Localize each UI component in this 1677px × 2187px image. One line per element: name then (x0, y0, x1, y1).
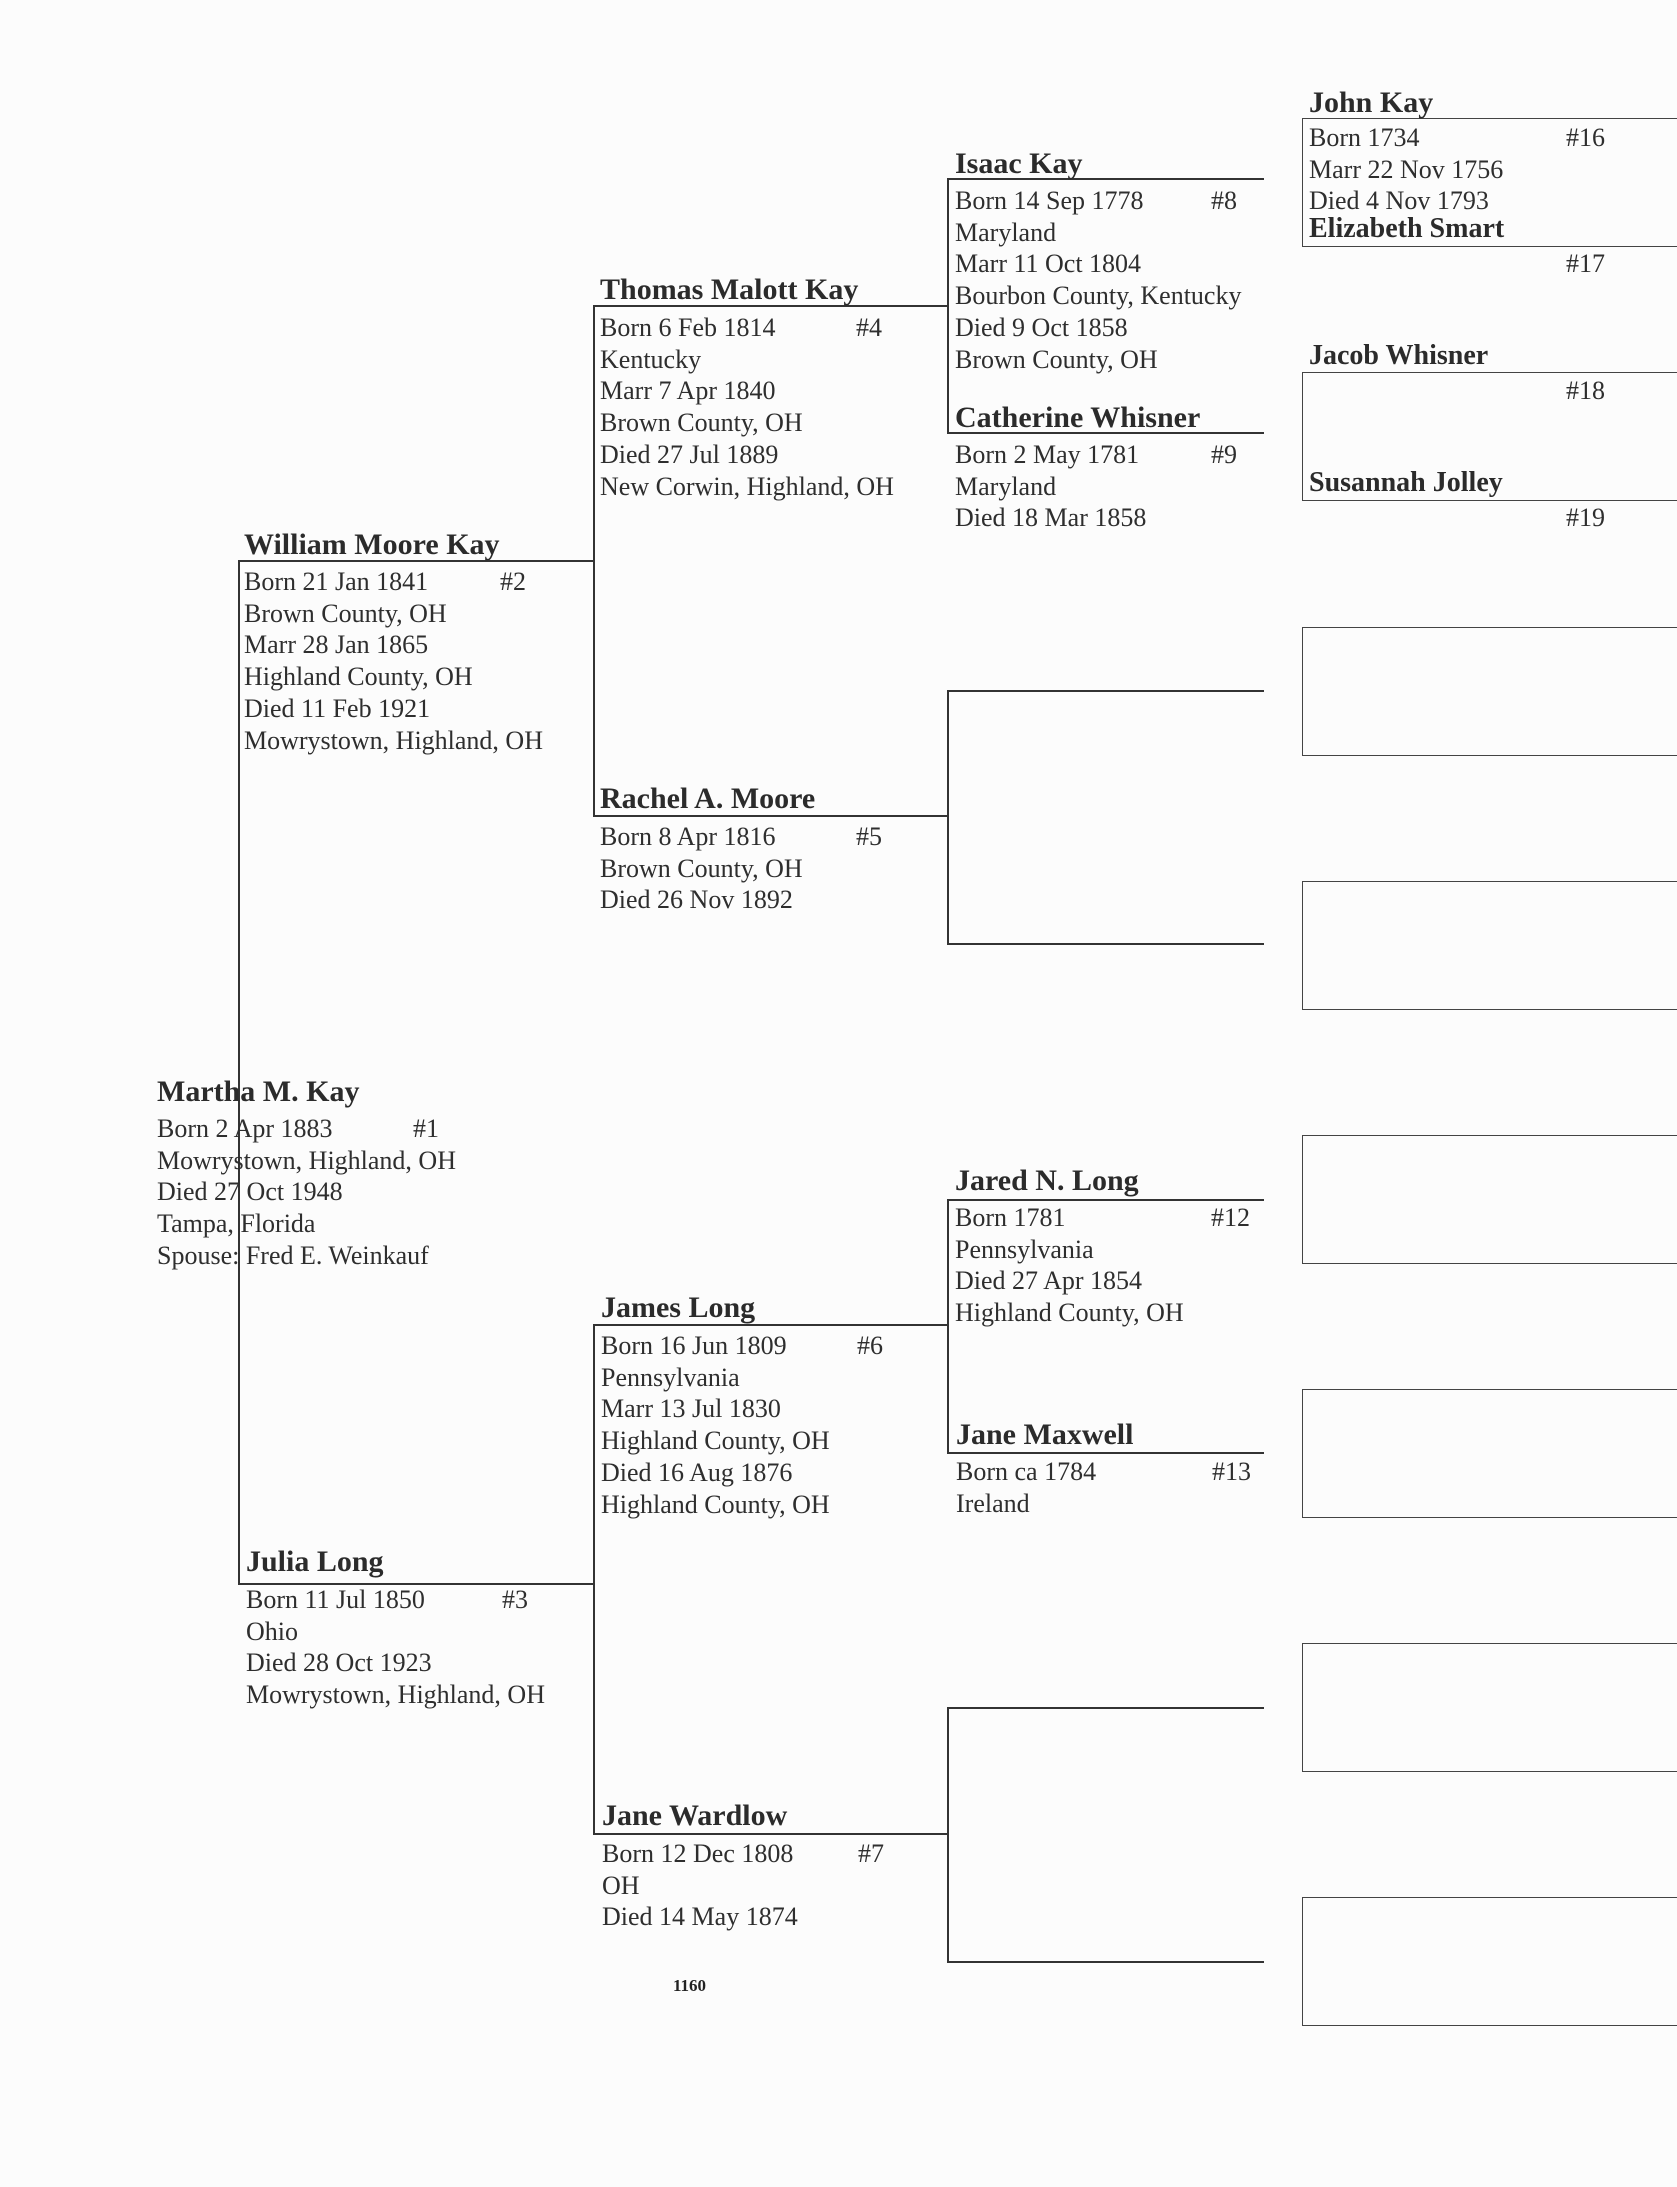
connector-line (947, 1707, 1264, 1709)
detail-line: Born 1734 (1309, 123, 1420, 152)
connector-line (947, 1707, 949, 1963)
connector-line (947, 1199, 1264, 1201)
detail-line: Pennsylvania (601, 1362, 740, 1392)
connector-line (593, 1833, 948, 1835)
person-number-18: #18 (1566, 376, 1605, 405)
person-number-12: #12 (1211, 1203, 1250, 1232)
detail-line: Highland County, OH (601, 1489, 830, 1519)
detail-line: Born 1781 (955, 1203, 1066, 1232)
person-details-7 (602, 1838, 798, 1933)
detail-line: Maryland (955, 217, 1057, 247)
person-number-6: #6 (857, 1331, 883, 1360)
detail-line: Brown County, OH (600, 853, 803, 883)
person-details-4 (600, 312, 894, 502)
person-name-13: Jane Maxwell (956, 1418, 1134, 1451)
person-name-18: Jacob Whisner (1309, 340, 1489, 371)
detail-line: Kentucky (600, 344, 702, 374)
detail-line: Born ca 1784 (956, 1457, 1097, 1486)
person-details-3 (246, 1584, 545, 1711)
person-details-12 (955, 1202, 1184, 1329)
detail-line: Brown County, OH (955, 344, 1158, 374)
connector-line (947, 690, 1264, 692)
detail-line: Brown County, OH (244, 598, 447, 628)
detail-line: Bourbon County, Kentucky (955, 281, 1242, 311)
detail-line: Born 21 Jan 1841 (244, 567, 429, 596)
person-number-3: #3 (502, 1585, 528, 1614)
person-name-1: Martha M. Kay (157, 1075, 360, 1108)
person-name-4: Thomas Malott Kay (600, 273, 859, 306)
detail-line: OH (602, 1870, 640, 1900)
person-name-6: James Long (601, 1291, 756, 1324)
detail-line: Ohio (246, 1616, 298, 1646)
person-number-8: #8 (1211, 186, 1237, 215)
person-details-2 (244, 566, 543, 756)
person-name-5: Rachel A. Moore (600, 782, 816, 815)
connector-line (947, 1452, 1264, 1454)
connector-line (593, 305, 595, 817)
detail-line: Mowrystown, Highland, OH (246, 1680, 545, 1710)
ancestor-bracket (1302, 881, 1677, 1010)
detail-line: Died 14 May 1874 (602, 1902, 798, 1932)
connector-line (947, 178, 949, 434)
detail-line: Ireland (956, 1488, 1030, 1518)
detail-line: Born 2 Apr 1883 (157, 1114, 333, 1143)
detail-line: Born 16 Jun 1809 (601, 1331, 787, 1360)
connector-line (593, 1324, 595, 1835)
detail-line: Born 2 May 1781 (955, 440, 1140, 469)
detail-line: Born 12 Dec 1808 (602, 1839, 794, 1868)
person-name-3: Julia Long (246, 1545, 384, 1578)
detail-line: Born 8 Apr 1816 (600, 822, 776, 851)
detail-line: Born 14 Sep 1778 (955, 186, 1144, 215)
detail-line: Highland County, OH (601, 1426, 830, 1456)
detail-line: Born 6 Feb 1814 (600, 313, 776, 342)
detail-line: Pennsylvania (955, 1234, 1094, 1264)
detail-line: Born 11 Jul 1850 (246, 1585, 425, 1614)
connector-line (238, 560, 240, 1585)
person-number-19: #19 (1566, 503, 1605, 532)
person-number-4: #4 (856, 313, 882, 342)
detail-line: Died 27 Oct 1948 (157, 1177, 343, 1207)
person-details-13 (956, 1456, 1096, 1519)
detail-line: Spouse: Fred E. Weinkauf (157, 1240, 429, 1270)
ancestor-bracket (1302, 627, 1677, 756)
detail-line: Died 4 Nov 1793 (1309, 186, 1489, 216)
person-name-12: Jared N. Long (955, 1164, 1139, 1197)
connector-line (947, 1961, 1264, 1963)
person-details-8 (955, 185, 1241, 375)
detail-line: Died 26 Nov 1892 (600, 885, 793, 915)
detail-line: Highland County, OH (955, 1298, 1184, 1328)
detail-line: Tampa, Florida (157, 1209, 316, 1239)
detail-line: New Corwin, Highland, OH (600, 471, 894, 501)
person-number-7: #7 (858, 1839, 884, 1868)
person-number-1: #1 (413, 1114, 439, 1143)
person-details-5 (600, 821, 803, 916)
detail-line: Mowrystown, Highland, OH (244, 725, 543, 755)
person-name-16: John Kay (1309, 86, 1434, 119)
person-details-6 (601, 1330, 830, 1520)
person-name-7: Jane Wardlow (602, 1799, 788, 1832)
person-name-8: Isaac Kay (955, 147, 1083, 180)
detail-line: Maryland (955, 471, 1057, 501)
detail-line: Died 11 Feb 1921 (244, 693, 431, 723)
person-details-16 (1309, 122, 1503, 217)
connector-line (947, 943, 1264, 945)
detail-line: Marr 7 Apr 1840 (600, 376, 776, 406)
person-number-17: #17 (1566, 249, 1605, 278)
person-name-2: William Moore Kay (244, 528, 500, 561)
detail-line: Marr 13 Jul 1830 (601, 1394, 781, 1424)
detail-line: Died 18 Mar 1858 (955, 503, 1147, 533)
person-number-9: #9 (1211, 440, 1237, 469)
person-name-17: Elizabeth Smart (1309, 213, 1505, 244)
ancestor-bracket (1302, 1389, 1677, 1518)
detail-line: Died 27 Apr 1854 (955, 1266, 1143, 1296)
person-number-2: #2 (500, 567, 526, 596)
person-number-16: #16 (1566, 123, 1605, 152)
person-name-19: Susannah Jolley (1309, 467, 1503, 498)
detail-line: Marr 28 Jan 1865 (244, 630, 429, 660)
person-number-13: #13 (1212, 1457, 1251, 1486)
connector-line (947, 1199, 949, 1454)
ancestor-bracket (1302, 1135, 1677, 1264)
detail-line: Mowrystown, Highland, OH (157, 1145, 456, 1175)
ancestor-bracket (1302, 1897, 1677, 2026)
page-number: 1160 (673, 1976, 707, 1995)
person-details-9 (955, 439, 1146, 534)
person-name-9: Catherine Whisner (955, 401, 1201, 434)
detail-line: Died 28 Oct 1923 (246, 1648, 432, 1678)
detail-line: Marr 11 Oct 1804 (955, 249, 1142, 279)
detail-line: Died 27 Jul 1889 (600, 439, 779, 469)
detail-line: Brown County, OH (600, 408, 803, 438)
detail-line: Marr 22 Nov 1756 (1309, 154, 1504, 184)
person-details-1 (157, 1113, 456, 1272)
detail-line: Died 16 Aug 1876 (601, 1457, 793, 1487)
connector-line (947, 690, 949, 945)
ancestor-bracket (1302, 1643, 1677, 1772)
person-number-5: #5 (856, 822, 882, 851)
detail-line: Highland County, OH (244, 662, 473, 692)
detail-line: Died 9 Oct 1858 (955, 312, 1128, 342)
